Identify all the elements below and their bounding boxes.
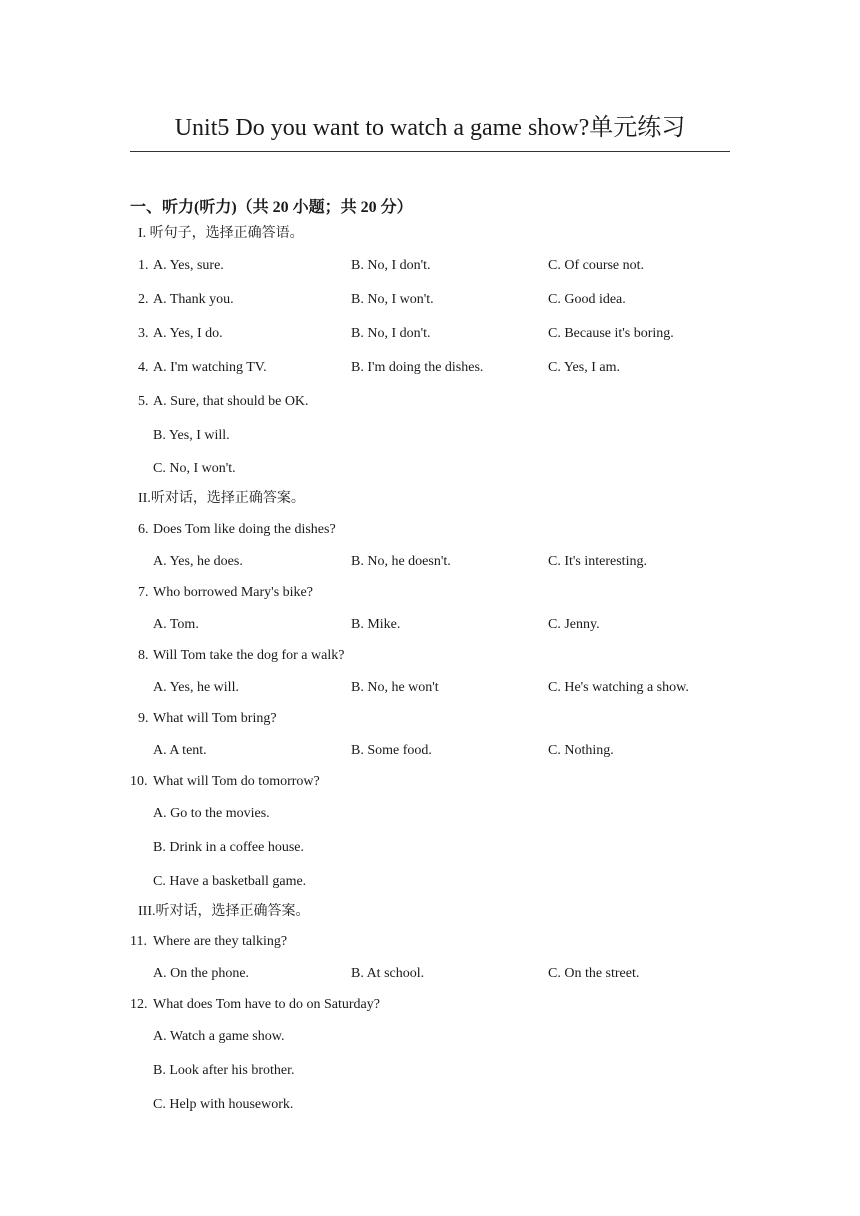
option-b: B. Mike.	[351, 617, 401, 632]
option-a: A. Yes, he will.	[153, 680, 239, 695]
option-b: B. No, I don't.	[351, 326, 431, 341]
option-c: C. Because it's boring.	[548, 326, 674, 341]
option-a: A. Yes, I do.	[153, 326, 223, 341]
option-c: C. Nothing.	[548, 743, 614, 758]
option-b: B. No, I won't.	[351, 292, 434, 307]
option-a: A. I'm watching TV.	[153, 360, 267, 375]
question-number: 10.	[130, 774, 148, 789]
option-c: C. Jenny.	[548, 617, 600, 632]
question-text: Does Tom like doing the dishes?	[153, 522, 336, 537]
option-c: C. He's watching a show.	[548, 680, 689, 695]
option-c: C. It's interesting.	[548, 554, 647, 569]
question-text: What does Tom have to do on Saturday?	[153, 997, 380, 1012]
question-text: Where are they talking?	[153, 934, 288, 949]
question-number: 11.	[130, 934, 147, 949]
option-c: C. Good idea.	[548, 292, 626, 307]
option-c: C. On the street.	[548, 966, 640, 981]
option-c: C. Yes, I am.	[548, 360, 620, 375]
option-b: B. No, I don't.	[351, 258, 431, 273]
option-c: C. No, I won't.	[153, 461, 236, 476]
subsection-2-instruction: II.听对话，选择正确答案。	[138, 491, 305, 506]
question-number: 7.	[138, 585, 149, 600]
option-c: C. Have a basketball game.	[153, 874, 307, 889]
question-number: 2.	[138, 292, 149, 307]
option-b: B. Yes, I will.	[153, 428, 230, 443]
title-underline	[130, 151, 730, 152]
option-c: C. Help with housework.	[153, 1097, 294, 1112]
option-a: A. Yes, he does.	[153, 554, 243, 569]
subsection-1-instruction: I. 听句子，选择正确答语。	[138, 226, 304, 241]
option-a: A. Tom.	[153, 617, 199, 632]
option-b: B. No, he doesn't.	[351, 554, 451, 569]
option-a: A. Yes, sure.	[153, 258, 224, 273]
option-b: B. Drink in a coffee house.	[153, 840, 304, 855]
question-number: 1.	[138, 258, 149, 273]
question-number: 8.	[138, 648, 149, 663]
option-a: A. Go to the movies.	[153, 806, 270, 821]
question-number: 9.	[138, 711, 149, 726]
subsection-3-instruction: III.听对话，选择正确答案。	[138, 904, 310, 919]
option-a: A. A tent.	[153, 743, 207, 758]
section-heading: 一、听力(听力)（共 20 小题；共 20 分）	[130, 199, 413, 216]
question-text: Who borrowed Mary's bike?	[153, 585, 313, 600]
option-b: B. At school.	[351, 966, 425, 981]
option-b: B. Look after his brother.	[153, 1063, 295, 1078]
option-a: A. Watch a game show.	[153, 1029, 285, 1044]
option-a: A. On the phone.	[153, 966, 250, 981]
question-number: 12.	[130, 997, 148, 1012]
question-text: What will Tom do tomorrow?	[153, 774, 320, 789]
question-number: 6.	[138, 522, 149, 537]
option-a: A. Thank you.	[153, 292, 234, 307]
question-number: 4.	[138, 360, 149, 375]
question-number: 5.	[138, 394, 149, 409]
option-c: C. Of course not.	[548, 258, 645, 273]
question-text: What will Tom bring?	[153, 711, 277, 726]
option-b: B. I'm doing the dishes.	[351, 360, 484, 375]
option-a: A. Sure, that should be OK.	[153, 394, 309, 409]
question-number: 3.	[138, 326, 149, 341]
document-title: Unit5 Do you want to watch a game show?单元练习	[174, 115, 686, 141]
option-b: B. No, he won't	[351, 680, 439, 695]
question-text: Will Tom take the dog for a walk?	[153, 648, 345, 663]
option-b: B. Some food.	[351, 743, 432, 758]
